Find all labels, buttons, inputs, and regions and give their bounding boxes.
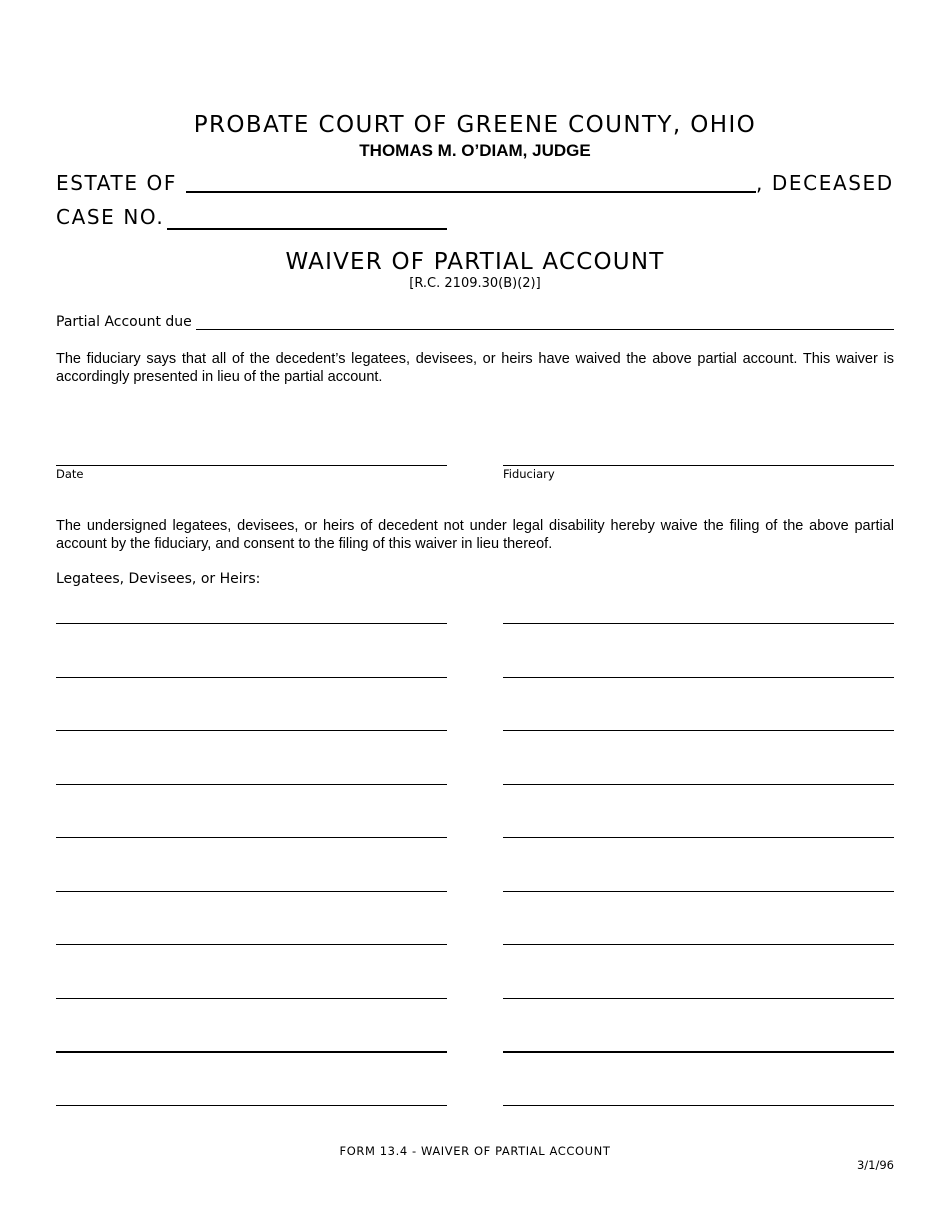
heir-signature-line[interactable]	[56, 623, 447, 624]
heir-signature-line[interactable]	[56, 730, 447, 731]
revision-date: 3/1/96	[856, 1158, 894, 1172]
date-caption: Date	[56, 467, 84, 481]
heir-signature-line[interactable]	[56, 1051, 447, 1053]
heir-signature-line[interactable]	[503, 944, 894, 945]
heir-signature-line[interactable]	[56, 891, 447, 892]
date-signature-line[interactable]	[56, 465, 447, 466]
fiduciary-caption: Fiduciary	[503, 467, 555, 481]
form-title: WAIVER OF PARTIAL ACCOUNT	[285, 249, 665, 275]
waiver-statement: The undersigned legatees, devisees, or heirs of decedent not under legal disability hereby waive the filing of the above partial account by the fiduciary, and consent to the filing of this waiver in lieu thereof.	[56, 518, 894, 552]
judge-name: THOMAS M. O’DIAM, JUDGE	[359, 141, 591, 160]
heir-signature-line[interactable]	[503, 677, 894, 678]
heir-signature-line[interactable]	[56, 837, 447, 838]
heir-signature-line[interactable]	[56, 1105, 447, 1106]
heir-signature-line[interactable]	[503, 1105, 894, 1106]
heir-signature-line[interactable]	[503, 837, 894, 838]
case-number-field[interactable]	[167, 228, 447, 230]
heir-signature-line[interactable]	[503, 1051, 894, 1053]
heir-signature-line[interactable]	[56, 944, 447, 945]
estate-name-field[interactable]	[186, 191, 756, 193]
heir-signature-line[interactable]	[503, 784, 894, 785]
heir-signature-line[interactable]	[56, 784, 447, 785]
case-number-label: CASE NO.	[56, 205, 165, 229]
heir-signature-line[interactable]	[503, 623, 894, 624]
heir-signature-line[interactable]	[56, 998, 447, 999]
heir-signature-line[interactable]	[56, 677, 447, 678]
fiduciary-signature-line[interactable]	[503, 465, 894, 466]
heir-signature-line[interactable]	[503, 998, 894, 999]
heir-signature-line[interactable]	[503, 730, 894, 731]
statute-citation: [R.C. 2109.30(B)(2)]	[409, 276, 541, 291]
fiduciary-statement: The fiduciary says that all of the decedent’s legatees, devisees, or heirs have waived the above partial account. This waiver is accordingly presented in lieu of the partial account.	[56, 351, 894, 385]
form-footer: FORM 13.4 - WAIVER OF PARTIAL ACCOUNT	[339, 1144, 611, 1158]
heir-signature-line[interactable]	[503, 891, 894, 892]
partial-account-due-field[interactable]	[196, 329, 894, 330]
partial-account-label: Partial Account due	[56, 314, 192, 330]
signers-label: Legatees, Devisees, or Heirs:	[56, 571, 261, 587]
court-title: PROBATE COURT OF GREENE COUNTY, OHIO	[193, 112, 757, 138]
estate-label: ESTATE OF	[56, 171, 177, 195]
deceased-label: , DECEASED	[756, 171, 894, 195]
